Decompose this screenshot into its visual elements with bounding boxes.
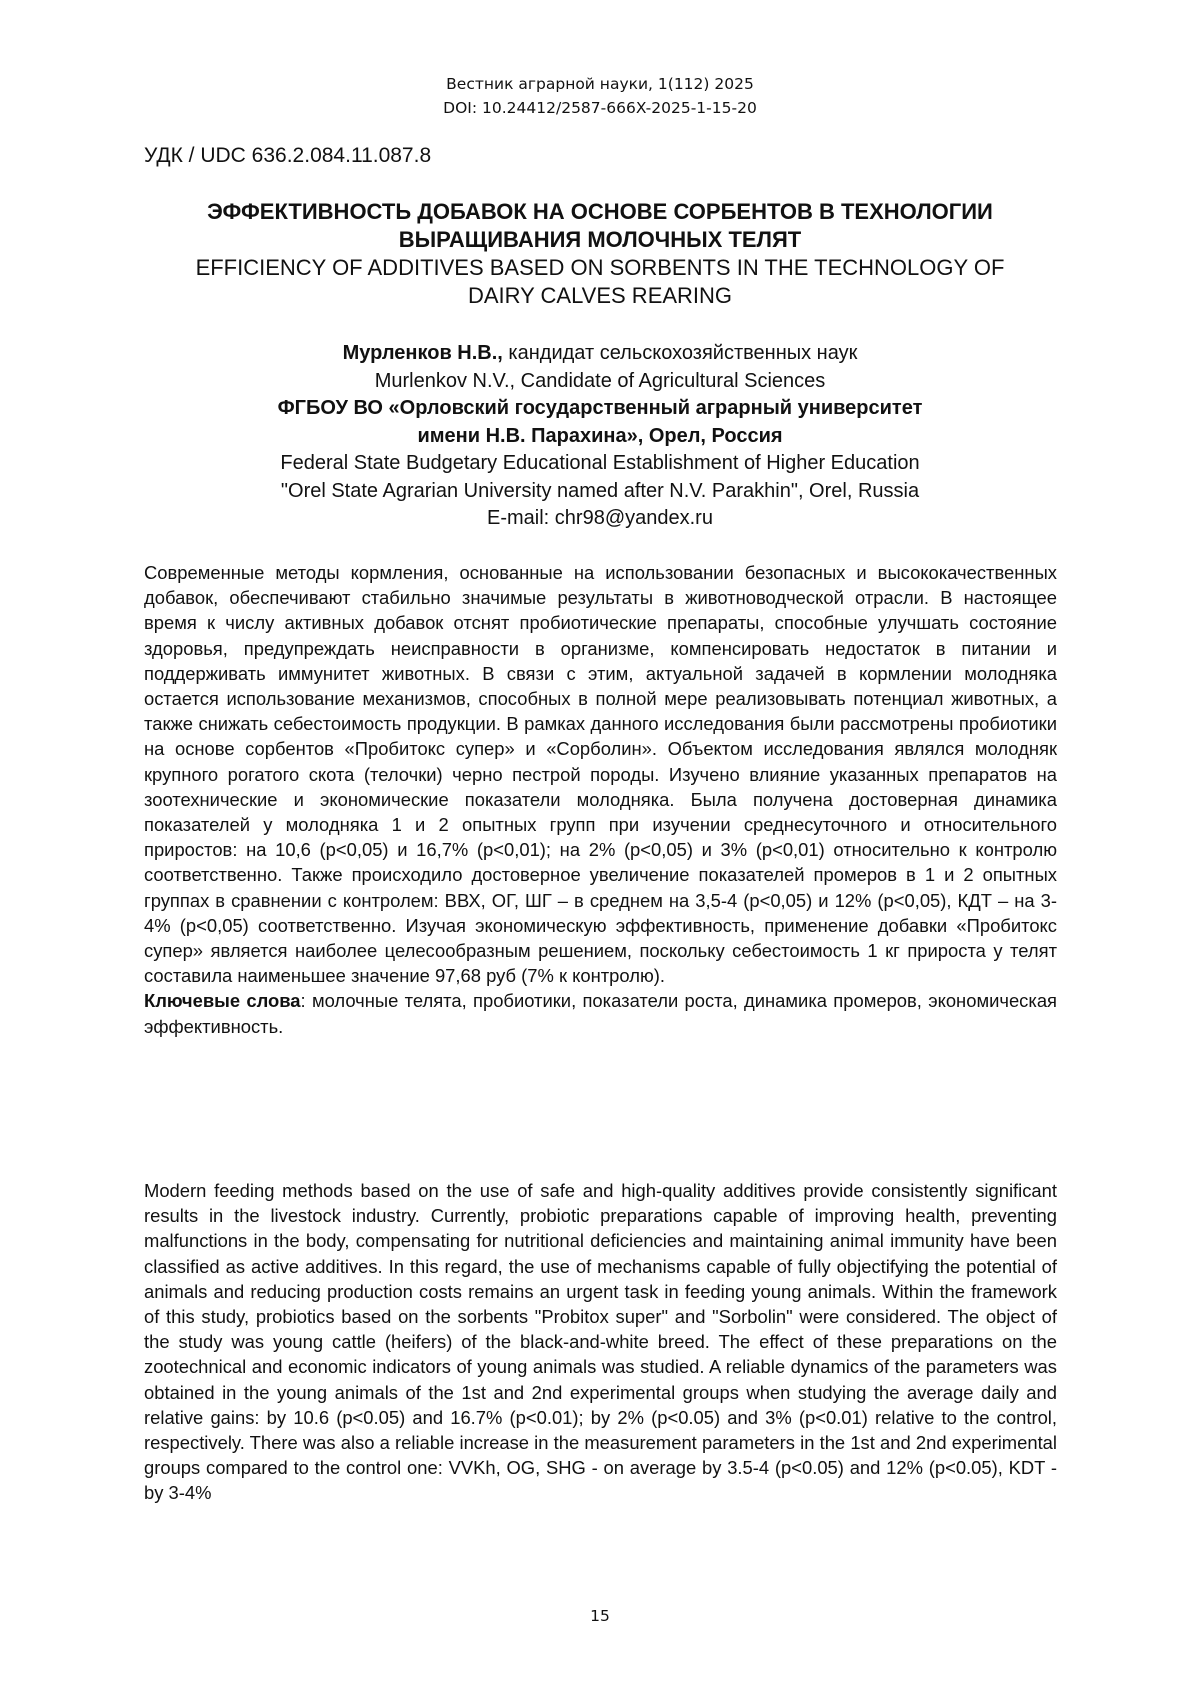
author-email: E-mail: chr98@yandex.ru — [487, 507, 713, 529]
title-en-line: DAIRY CALVES REARING — [467, 283, 733, 308]
affiliation-en-line: "Orel State Agrarian University named after N.V. Parakhin", Orel, Russia — [280, 479, 920, 502]
affiliation-ru-line: ФГБОУ ВО «Орловский государственный аграрный университет — [277, 397, 923, 419]
author-ru — [130, 340, 1070, 368]
abstract-ru-text: Современные методы кормления, основанные на использовании безопасных и высококачественных добавок, обеспечивают стабильно значимые результаты в животноводческой отрасли. В настоящее время к числу активных добавок отснят пробиотические препараты, способные улучшать состояние здоровья, предупреждать неисправности в организме, компенсировать недостаток в питании и поддерживать иммунитет животных. В связи с этим, актуальной задачей в кормлении молодняка остается использование механизмов, способных в полной мере реализовывать потенциал животных, а также снижать себестоимость продукции. В рамках данного исследования были рассмотрены пробиотики на основе сорбентов «Пробитокс супер» и «Сорболин». Объектом исследования являлся молодняк крупного рогатого скота (телочки) черно пестрой породы. Изучено влияние указанных препаратов на зоотехнические и экономические показатели молодняка. Была получена достоверная динамика показателей у молодняка 1 и 2 опытных групп при изучении среднесуточного и относительного приростов: на 10,6 (р<0,05) и 16,7% (р<0,01); на 2% (р<0,05) и 3% (р<0,01) относительно к контролю соответственно. Также происходило достоверное увеличение показателей промеров в 1 и 2 опытных группах в сравнении с контролем: ВВХ, ОГ, ШГ – в среднем на 3,5-4 (р<0,05) и 12% (р<0,05), КДТ – на 3-4% (р<0,05) соответственно. Изучая экономическую эффективность, применение добавки «Пробитокс супер» является наиболее целесообразным решением, поскольку себестоимость 1 кг прироста у телят составила наименьшее значение 97,68 руб (7% к контролю). — [144, 562, 1057, 987]
title-ru-line: ЭФФЕКТИВНОСТЬ ДОБАВОК НА ОСНОВЕ СОРБЕНТОВ В ТЕХНОЛОГИИ — [207, 199, 993, 224]
author-name-ru: Мурленков Н.В., — [342, 342, 503, 364]
title-en-line: EFFICIENCY OF ADDITIVES BASED ON SORBENTS IN THE TECHNOLOGY OF — [195, 255, 1005, 280]
affiliation-ru-line: имени Н.В. Парахина», Орел, Россия — [417, 424, 783, 447]
title-english — [130, 254, 1070, 310]
abstract-en-text: Modern feeding methods based on the use of safe and high-quality additives provide consistently significant results in the livestock industry. Currently, probiotic preparations capable of improving health, preventing malfunctions in the body, compensating for nutritional deficiencies and maintaining animal immunity have been classified as active additives. In this regard, the use of mechanisms capable of fully objectifying the potential of animals and reducing production costs remains an urgent task in feeding young animals. Within the framework of this study, probiotics based on the sorbents "Probitox super" and "Sorbolin" were considered. The object of the study was young cattle (heifers) of the black-and-white breed. The effect of these preparations on the zootechnical and economic indicators of young animals was studied. A reliable dynamics of the parameters was obtained in the young animals of the 1st and 2nd experimental groups when studying the average daily and relative gains: by 10.6 (p<0.05) and 16.7% (p<0.01); by 2% (p<0.05) and 3% (p<0.01) relative to the control, respectively. There was also a reliable increase in the measurement parameters in the 1st and 2nd experimental groups compared to the control one: VVKh, OG, SHG - on average by 3.5-4 (p<0.05) and 12% (p<0.05), KDT - by 3-4% — [144, 1180, 1057, 1504]
author-en: Murlenkov N.V., Candidate of Agricultural Sciences — [374, 369, 826, 392]
author-degree-ru: кандидат сельскохозяйственных наук — [502, 342, 858, 364]
journal-header: Вестник аграрной науки, 1(112) 2025 — [446, 75, 754, 93]
affiliation-en-line: Federal State Budgetary Educational Establishment of Higher Education — [280, 452, 920, 474]
abstract-english — [144, 1178, 1057, 1506]
keywords-ru — [144, 988, 1057, 1038]
title-russian — [130, 198, 1070, 254]
doi-line: DOI: 10.24412/2587-666X-2025-1-15-20 — [443, 99, 757, 117]
keywords-label: Ключевые слова — [144, 990, 301, 1012]
author-block — [130, 340, 1070, 533]
title-ru-line: ВЫРАЩИВАНИЯ МОЛОЧНЫХ ТЕЛЯТ — [398, 227, 802, 252]
keywords-text: : молочные телята, пробиотики, показатели роста, динамика промеров, экономическая эффективность. — [144, 990, 1058, 1037]
udc-code: УДК / UDC 636.2.084.11.087.8 — [144, 144, 432, 167]
page-number: 15 — [590, 1607, 610, 1625]
abstract-russian — [144, 560, 1057, 1039]
